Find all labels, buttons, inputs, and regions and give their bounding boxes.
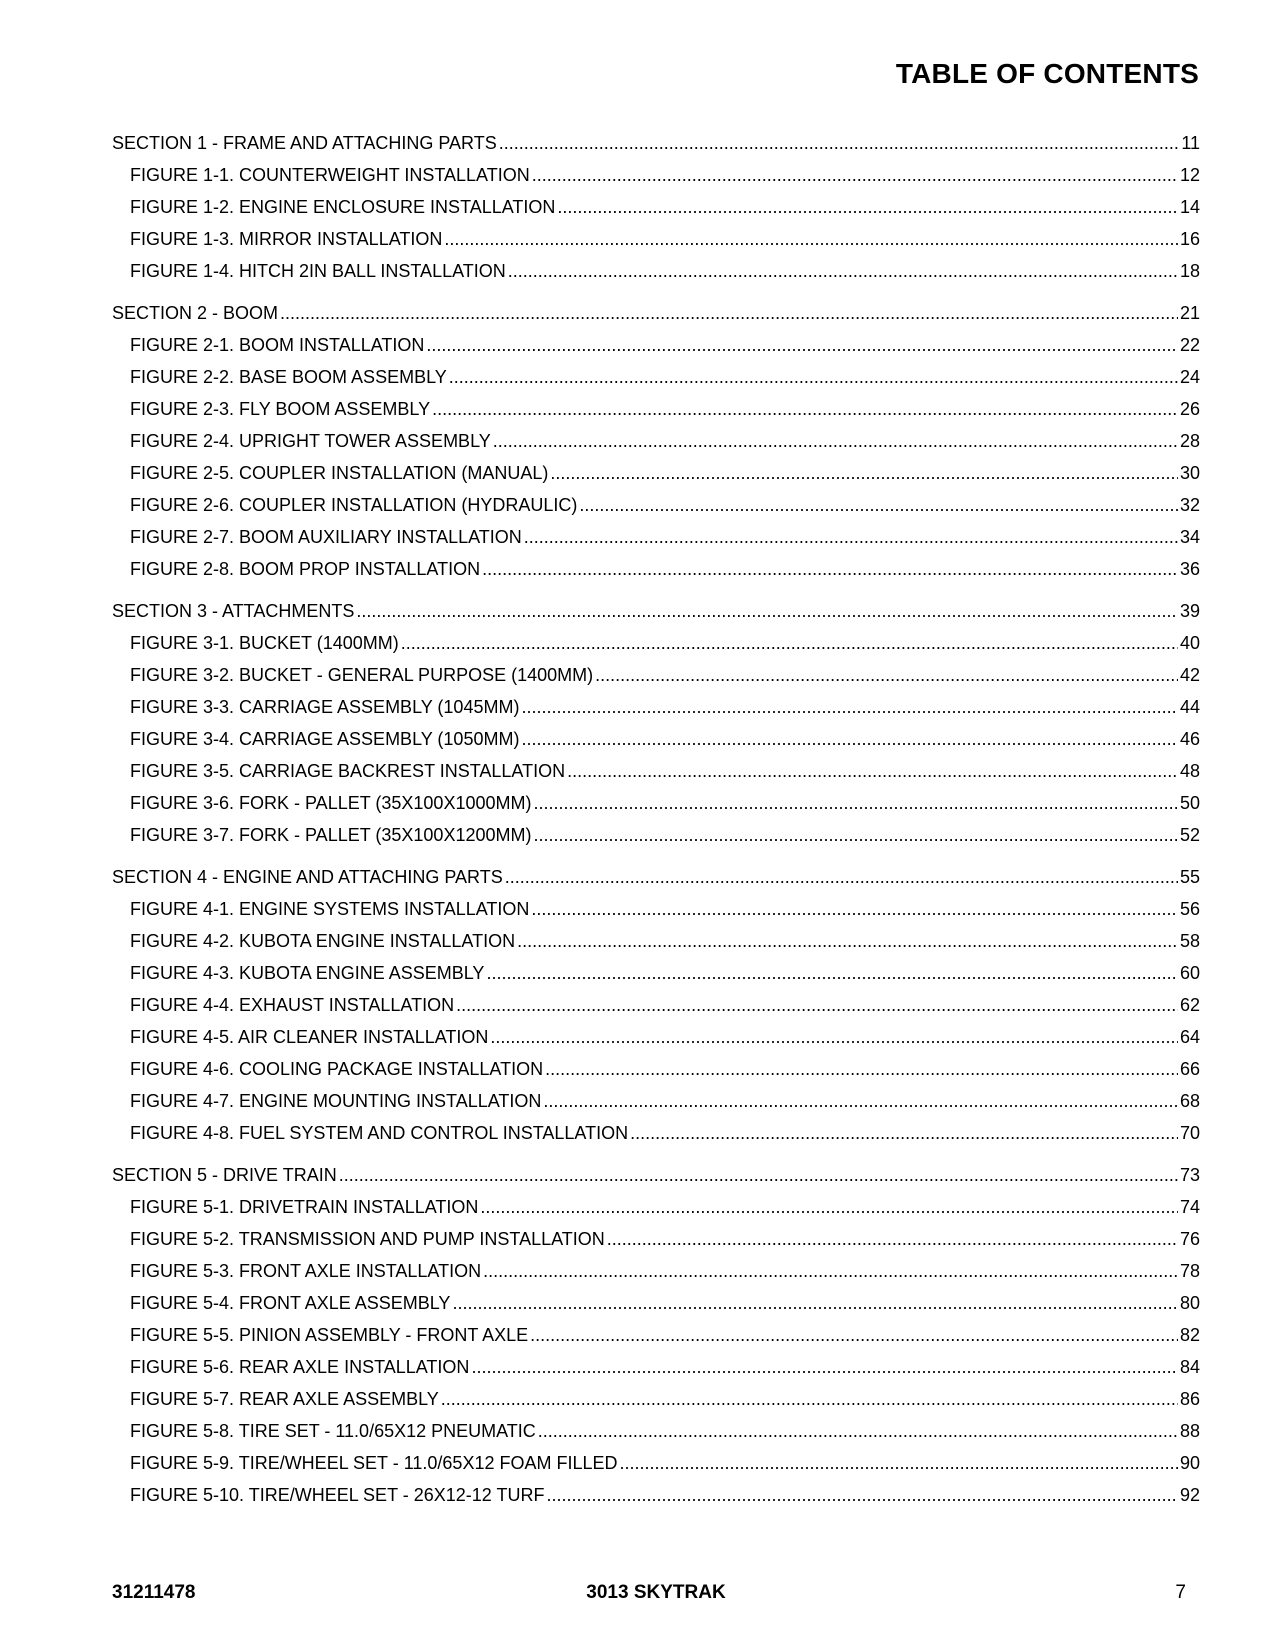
toc-entry-label: FIGURE 5-7. REAR AXLE ASSEMBLY (130, 1389, 439, 1409)
toc-figure-entry[interactable] (112, 1324, 1200, 1346)
toc-entry-label: SECTION 5 - DRIVE TRAIN (112, 1165, 337, 1185)
toc-figure-entry[interactable] (112, 398, 1200, 420)
toc-figure-entry[interactable] (112, 558, 1200, 580)
toc-entry-page: 36 (1179, 559, 1200, 579)
toc-entry-label: SECTION 4 - ENGINE AND ATTACHING PARTS (112, 867, 503, 887)
toc-entry-page: 39 (1179, 601, 1200, 621)
dot-leader (508, 260, 1178, 282)
toc-entry-page: 11 (1181, 133, 1200, 153)
toc-entry-label: FIGURE 3-4. CARRIAGE ASSEMBLY (1050MM) (130, 729, 520, 749)
toc-entry-label: FIGURE 3-7. FORK - PALLET (35X100X1200MM) (130, 825, 532, 845)
toc-entry-page: 76 (1179, 1229, 1200, 1249)
toc-figure-entry[interactable] (112, 526, 1200, 548)
dot-leader (480, 1196, 1178, 1218)
toc-entry-page: 82 (1179, 1325, 1200, 1345)
dot-leader (557, 196, 1178, 218)
toc-figure-entry[interactable] (112, 1122, 1200, 1144)
toc-figure-entry[interactable] (112, 898, 1200, 920)
toc-figure-entry[interactable] (112, 1090, 1200, 1112)
toc-section-entry[interactable] (112, 1164, 1200, 1186)
toc-entry-page: 42 (1179, 665, 1200, 685)
toc-figure-entry[interactable] (112, 334, 1200, 356)
toc-entry-page: 46 (1179, 729, 1200, 749)
dot-leader (545, 1058, 1178, 1080)
dot-leader (486, 962, 1178, 984)
toc-figure-entry[interactable] (112, 1452, 1200, 1474)
document-number: 31211478 (112, 1582, 196, 1603)
dot-leader (524, 526, 1178, 548)
toc-entry-label: FIGURE 5-5. PINION ASSEMBLY - FRONT AXLE (130, 1325, 529, 1345)
dot-leader (444, 228, 1178, 250)
toc-entry-label: FIGURE 5-3. FRONT AXLE INSTALLATION (130, 1261, 482, 1281)
toc-entry-label: FIGURE 3-2. BUCKET - GENERAL PURPOSE (1400MM) (130, 665, 594, 685)
toc-entry-label: FIGURE 5-8. TIRE SET - 11.0/65X12 PNEUMATIC (130, 1421, 536, 1441)
toc-figure-entry[interactable] (112, 366, 1200, 388)
toc-entry-page: 74 (1179, 1197, 1200, 1217)
toc-entry-page: 16 (1179, 229, 1200, 249)
toc-entry-label: FIGURE 3-5. CARRIAGE BACKREST INSTALLATION (130, 761, 566, 781)
toc-figure-entry[interactable] (112, 728, 1200, 750)
toc-entry-label: FIGURE 2-1. BOOM INSTALLATION (130, 335, 425, 355)
toc-figure-entry[interactable] (112, 1484, 1200, 1506)
toc-entry-page: 92 (1179, 1485, 1200, 1505)
toc-entry-page: 52 (1179, 825, 1200, 845)
toc-figure-entry[interactable] (112, 824, 1200, 846)
toc-entry-page: 70 (1179, 1123, 1200, 1143)
dot-leader (401, 632, 1178, 654)
toc-entry-label: FIGURE 1-1. COUNTERWEIGHT INSTALLATION (130, 165, 530, 185)
toc-entry-label: FIGURE 1-3. MIRROR INSTALLATION (130, 229, 443, 249)
dot-leader (567, 760, 1178, 782)
toc-entry-label: SECTION 1 - FRAME AND ATTACHING PARTS (112, 133, 497, 153)
dot-leader (607, 1228, 1178, 1250)
toc-entry-page: 50 (1179, 793, 1200, 813)
toc-entry-label: FIGURE 4-4. EXHAUST INSTALLATION (130, 995, 455, 1015)
toc-figure-entry[interactable] (112, 1388, 1200, 1410)
page-title: TABLE OF CONTENTS (895, 58, 1199, 89)
toc-entry-page: 64 (1179, 1027, 1200, 1047)
toc-entry-label: FIGURE 5-2. TRANSMISSION AND PUMP INSTALLATION (130, 1229, 605, 1249)
dot-leader (531, 898, 1178, 920)
dot-leader (505, 866, 1178, 888)
toc-figure-entry[interactable] (112, 1356, 1200, 1378)
toc-entry-label: SECTION 3 - ATTACHMENTS (112, 601, 355, 621)
toc-entry-page: 58 (1179, 931, 1200, 951)
dot-leader (452, 1292, 1178, 1314)
toc-entry-page: 18 (1179, 261, 1200, 281)
dot-leader (543, 1090, 1178, 1112)
toc-entry-label: FIGURE 4-8. FUEL SYSTEM AND CONTROL INSTALLATION (130, 1123, 629, 1143)
dot-leader (517, 930, 1178, 952)
dot-leader (532, 164, 1178, 186)
toc-entry-page: 48 (1179, 761, 1200, 781)
toc-figure-entry[interactable] (112, 696, 1200, 718)
toc-entry-label: FIGURE 2-3. FLY BOOM ASSEMBLY (130, 399, 431, 419)
toc-entry-page: 68 (1179, 1091, 1200, 1111)
page-number: 7 (1175, 1582, 1186, 1603)
toc-entry-label: FIGURE 5-1. DRIVETRAIN INSTALLATION (130, 1197, 479, 1217)
toc-entry-label: SECTION 2 - BOOM (112, 303, 279, 323)
toc-entry-page: 14 (1179, 197, 1200, 217)
dot-leader (280, 302, 1178, 324)
toc-figure-entry[interactable] (112, 494, 1200, 516)
toc-entry-label: FIGURE 4-1. ENGINE SYSTEMS INSTALLATION (130, 899, 530, 919)
toc-figure-entry[interactable] (112, 792, 1200, 814)
toc-entry-page: 30 (1179, 463, 1200, 483)
toc-entry-label: FIGURE 2-6. COUPLER INSTALLATION (HYDRAULIC) (130, 495, 578, 515)
dot-leader (620, 1452, 1178, 1474)
toc-figure-entry[interactable] (112, 1260, 1200, 1282)
dot-leader (521, 728, 1178, 750)
toc-entry-page: 22 (1179, 335, 1200, 355)
toc-section-entry[interactable] (112, 132, 1200, 154)
dot-leader (356, 600, 1178, 622)
toc-entry-label: FIGURE 5-10. TIRE/WHEEL SET - 26X12-12 TURF (130, 1485, 545, 1505)
toc-entry-page: 26 (1179, 399, 1200, 419)
toc-entry-page: 88 (1179, 1421, 1200, 1441)
dot-leader (530, 1324, 1178, 1346)
model-name: 3013 SKYTRAK (586, 1582, 726, 1603)
dot-leader (482, 558, 1178, 580)
toc-entry-label: FIGURE 1-4. HITCH 2IN BALL INSTALLATION (130, 261, 506, 281)
toc-entry-page: 78 (1179, 1261, 1200, 1281)
toc-entry-page: 56 (1179, 899, 1200, 919)
toc-figure-entry[interactable] (112, 962, 1200, 984)
dot-leader (456, 994, 1178, 1016)
toc-figure-entry[interactable] (112, 632, 1200, 654)
toc-figure-entry[interactable] (112, 260, 1200, 282)
table-of-contents (112, 132, 1200, 1506)
toc-entry-page: 73 (1179, 1165, 1200, 1185)
dot-leader (449, 366, 1178, 388)
dot-leader (499, 132, 1180, 154)
toc-figure-entry[interactable] (112, 430, 1200, 452)
toc-entry-label: FIGURE 4-6. COOLING PACKAGE INSTALLATION (130, 1059, 544, 1079)
dot-leader (595, 664, 1178, 686)
toc-entry-label: FIGURE 2-7. BOOM AUXILIARY INSTALLATION (130, 527, 522, 547)
toc-entry-page: 90 (1179, 1453, 1200, 1473)
toc-section-entry[interactable] (112, 866, 1200, 888)
toc-figure-entry[interactable] (112, 1292, 1200, 1314)
toc-entry-label: FIGURE 4-2. KUBOTA ENGINE INSTALLATION (130, 931, 516, 951)
dot-leader (490, 1026, 1178, 1048)
toc-entry-label: FIGURE 1-2. ENGINE ENCLOSURE INSTALLATION (130, 197, 556, 217)
toc-entry-label: FIGURE 2-8. BOOM PROP INSTALLATION (130, 559, 481, 579)
toc-entry-label: FIGURE 5-4. FRONT AXLE ASSEMBLY (130, 1293, 451, 1313)
dot-leader (533, 792, 1177, 814)
dot-leader (441, 1388, 1178, 1410)
dot-leader (471, 1356, 1178, 1378)
toc-figure-entry[interactable] (112, 930, 1200, 952)
dot-leader (538, 1420, 1178, 1442)
dot-leader (546, 1484, 1178, 1506)
toc-entry-label: FIGURE 2-4. UPRIGHT TOWER ASSEMBLY (130, 431, 491, 451)
toc-entry-label: FIGURE 5-6. REAR AXLE INSTALLATION (130, 1357, 470, 1377)
toc-entry-label: FIGURE 5-9. TIRE/WHEEL SET - 11.0/65X12 FOAM FILLED (130, 1453, 618, 1473)
dot-leader (521, 696, 1178, 718)
toc-figure-entry[interactable] (112, 1420, 1200, 1442)
dot-leader (550, 462, 1178, 484)
dot-leader (339, 1164, 1178, 1186)
toc-section-entry[interactable] (112, 302, 1200, 324)
dot-leader (432, 398, 1178, 420)
toc-entry-page: 66 (1179, 1059, 1200, 1079)
toc-entry-page: 84 (1179, 1357, 1200, 1377)
toc-entry-label: FIGURE 3-6. FORK - PALLET (35X100X1000MM) (130, 793, 532, 813)
toc-entry-page: 32 (1179, 495, 1200, 515)
toc-entry-label: FIGURE 2-2. BASE BOOM ASSEMBLY (130, 367, 447, 387)
dot-leader (579, 494, 1178, 516)
toc-entry-page: 55 (1179, 867, 1200, 887)
dot-leader (426, 334, 1178, 356)
dot-leader (493, 430, 1178, 452)
dot-leader (533, 824, 1177, 846)
toc-figure-entry[interactable] (112, 760, 1200, 782)
toc-figure-entry[interactable] (112, 1228, 1200, 1250)
toc-figure-entry[interactable] (112, 664, 1200, 686)
toc-entry-page: 24 (1179, 367, 1200, 387)
toc-figure-entry[interactable] (112, 1026, 1200, 1048)
toc-entry-label: FIGURE 4-5. AIR CLEANER INSTALLATION (130, 1027, 489, 1047)
toc-figure-entry[interactable] (112, 1196, 1200, 1218)
toc-figure-entry[interactable] (112, 196, 1200, 218)
toc-entry-label: FIGURE 3-1. BUCKET (1400MM) (130, 633, 399, 653)
toc-figure-entry[interactable] (112, 462, 1200, 484)
toc-entry-page: 28 (1179, 431, 1200, 451)
toc-entry-label: FIGURE 2-5. COUPLER INSTALLATION (MANUAL) (130, 463, 549, 483)
toc-figure-entry[interactable] (112, 1058, 1200, 1080)
toc-figure-entry[interactable] (112, 994, 1200, 1016)
toc-entry-page: 80 (1179, 1293, 1200, 1313)
toc-entry-label: FIGURE 4-3. KUBOTA ENGINE ASSEMBLY (130, 963, 485, 983)
toc-entry-page: 62 (1179, 995, 1200, 1015)
page-footer (112, 1582, 1200, 1606)
toc-entry-page: 44 (1179, 697, 1200, 717)
toc-entry-label: FIGURE 3-3. CARRIAGE ASSEMBLY (1045MM) (130, 697, 520, 717)
toc-entry-label: FIGURE 4-7. ENGINE MOUNTING INSTALLATION (130, 1091, 542, 1111)
toc-figure-entry[interactable] (112, 164, 1200, 186)
toc-entry-page: 34 (1179, 527, 1200, 547)
toc-entry-page: 21 (1179, 303, 1200, 323)
toc-section-entry[interactable] (112, 600, 1200, 622)
toc-entry-page: 86 (1179, 1389, 1200, 1409)
toc-entry-page: 60 (1179, 963, 1200, 983)
toc-entry-page: 12 (1179, 165, 1200, 185)
toc-figure-entry[interactable] (112, 228, 1200, 250)
toc-entry-page: 40 (1179, 633, 1200, 653)
dot-leader (483, 1260, 1178, 1282)
dot-leader (630, 1122, 1178, 1144)
